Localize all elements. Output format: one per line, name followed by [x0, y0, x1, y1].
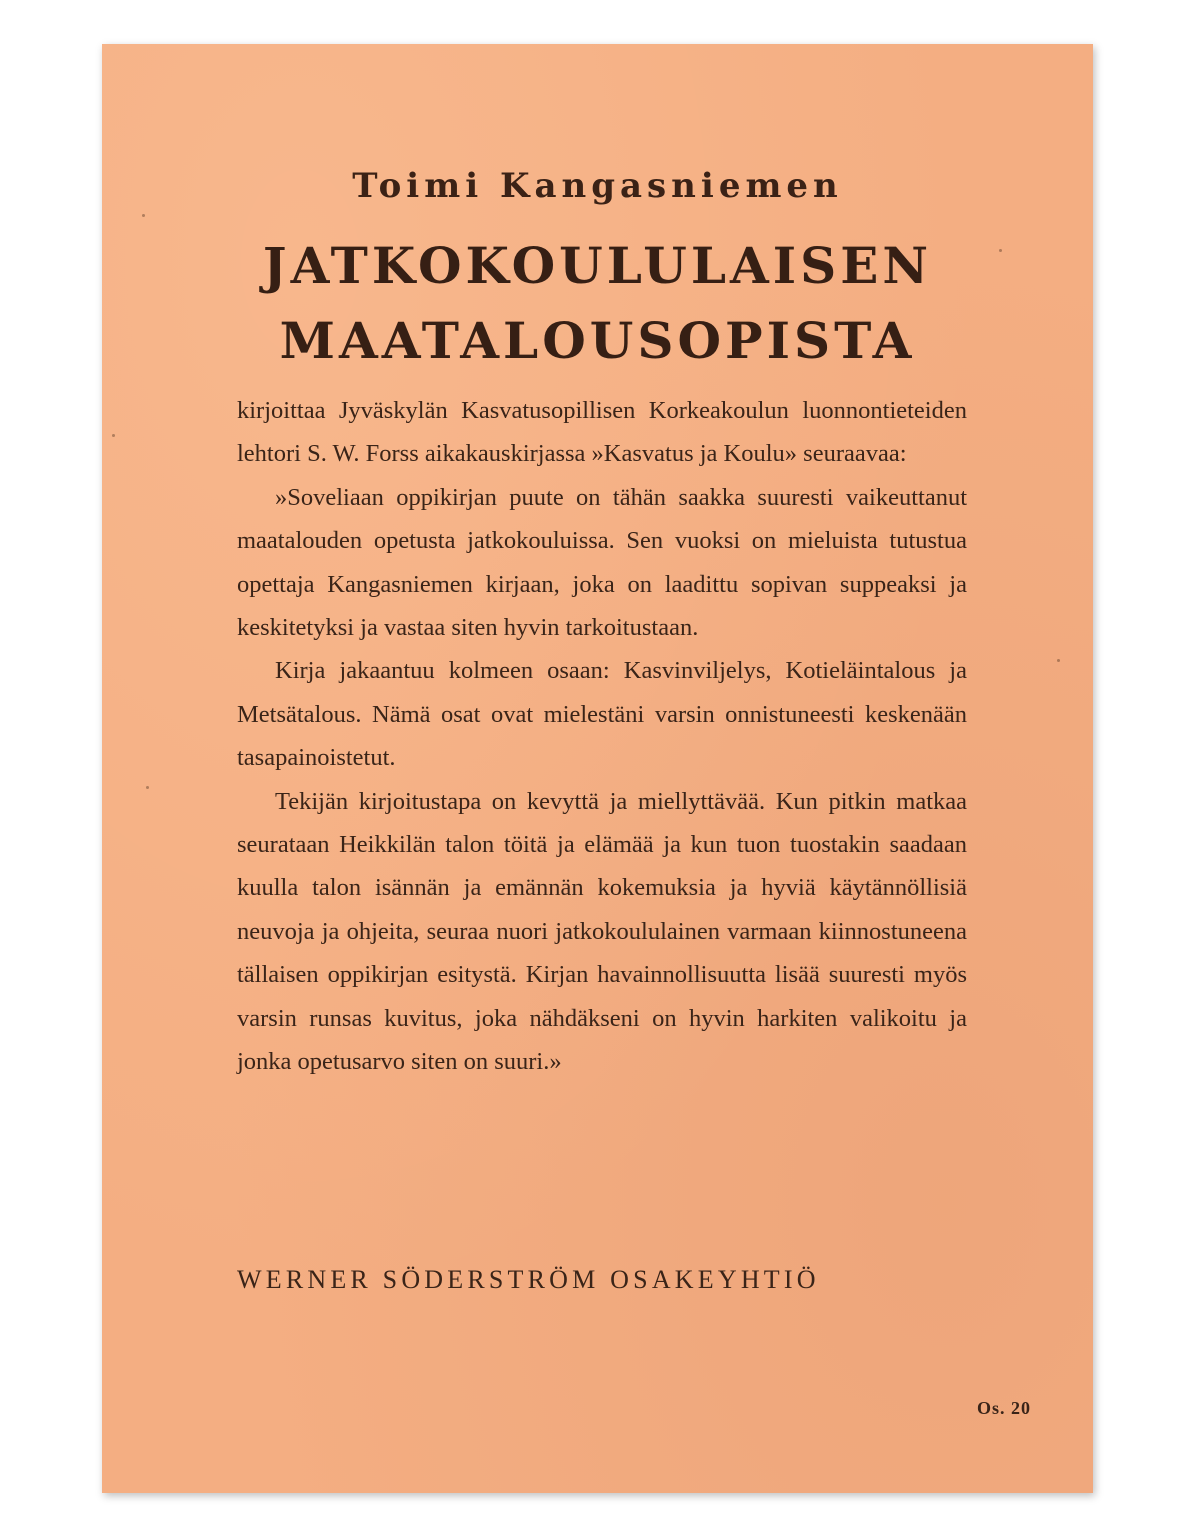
review-quote-paragraph-3: Tekijän kirjoitustapa on kevyttä ja miellyttävää. Kun pitkin matkaa seurataan Heikkilän talon töitä ja elämää ja kun tuon tuostakin saadaan kuulla talon isännän ja emännän kokemuksia ja hyviä käytännöllisiä neuvoja ja ohjeita, seuraa nuori jatkokoululainen varmaan kiinnostuneena tällaisen oppikirjan esitystä. Kirjan havainnollisuutta lisää suuresti myös varsin runsas kuvitus, joka nähdäkseni on hyvin harkiten valikoitu ja jonka opetusarvo siten on suuri.» [237, 787, 967, 1076]
paper-speck [112, 434, 115, 437]
paper-speck [146, 786, 149, 789]
review-quote-paragraph-1: »Soveliaan oppikirjan puute on tähän saakka suuresti vaikeuttanut maatalouden opetusta jatkokouluissa. Sen vuoksi on mieluista tutustua opettaja Kangasniemen kirjaan, joka on laadittu sopivan suppeaksi ja keskitetyksi ja vastaa siten hyvin tarkoitustaan. [237, 483, 967, 642]
review-quote-paragraph-2: Kirja jakaantuu kolmeen osaan: Kasvinviljelys, Kotieläintalous ja Metsätalous. Nämä osat ovat mielestäni varsin onnistuneesti keskenään tasapainoistetut. [237, 657, 967, 772]
review-intro-paragraph: kirjoittaa Jyväskylän Kasvatusopillisen Korkeakoulun luonnontieteiden lehtori S. W. Forss aikakauskirjassa »Kasvatus ja Koulu» seuraavaa: [237, 397, 967, 468]
book-title-line-1: JATKOKOULULAISEN [262, 236, 933, 295]
edition-code: Os. 20 [976, 1398, 1031, 1418]
paper-speck [1057, 659, 1060, 662]
review-text [237, 389, 967, 1084]
book-title-line-2: MAATALOUSOPISTA [279, 311, 916, 370]
paper-speck [999, 249, 1002, 252]
author-name: Toimi Kangasniemen [352, 166, 843, 206]
paper-speck [142, 214, 145, 217]
publisher-name: WERNER SÖDERSTRÖM OSAKEYHTIÖ [237, 1265, 820, 1294]
book-back-cover [102, 44, 1093, 1493]
